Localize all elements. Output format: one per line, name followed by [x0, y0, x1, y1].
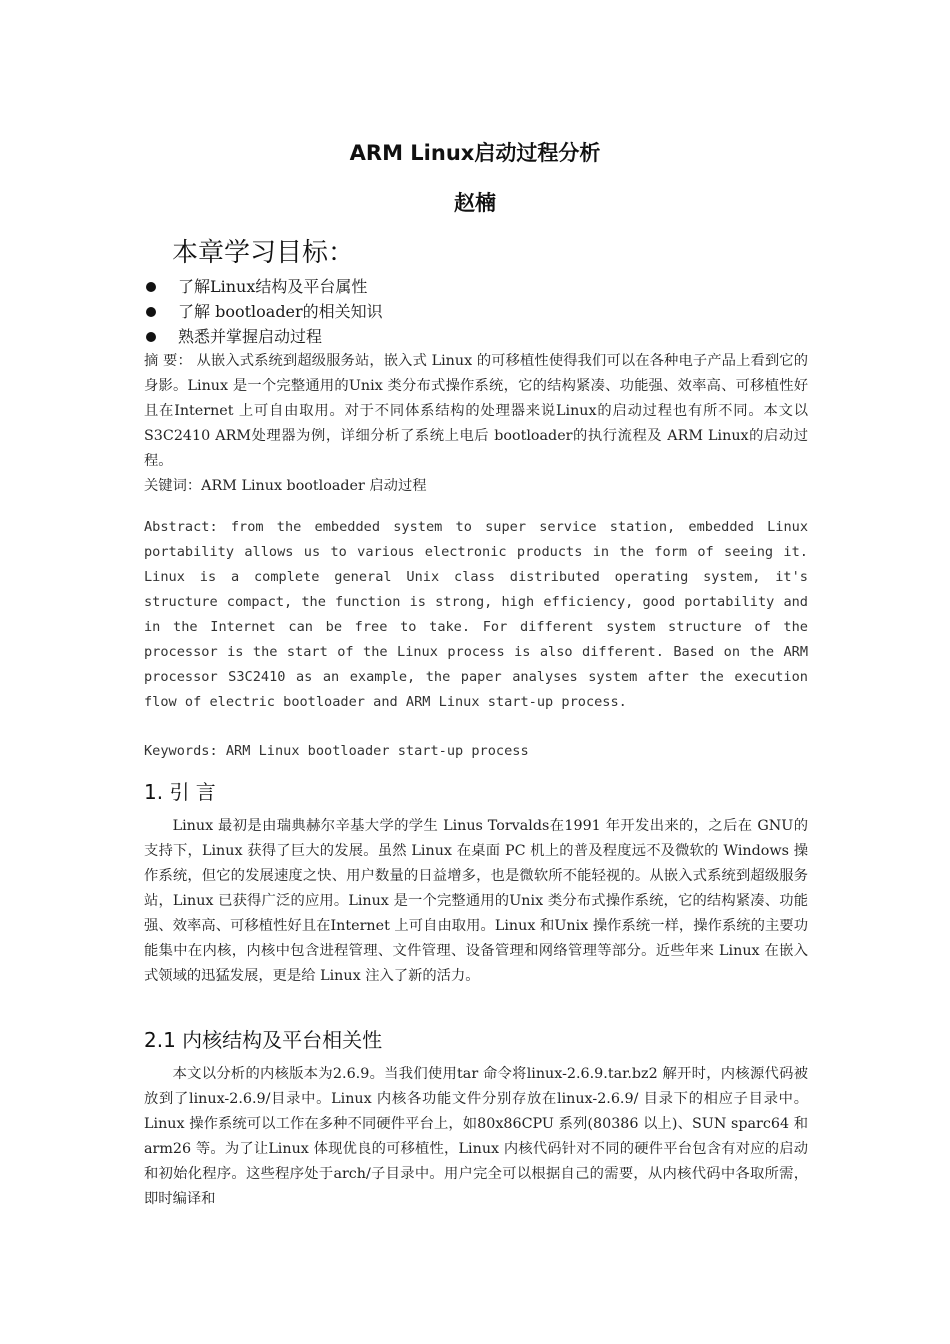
abstract-en-block	[144, 515, 808, 715]
abstract-cn-block	[144, 349, 808, 499]
keywords-en-block	[144, 739, 808, 764]
section-1-body-block	[144, 814, 808, 989]
goal-item: 了解Linux结构及平台属性	[144, 274, 383, 299]
abstract-cn: 摘 要： 从嵌入式系统到超级服务站，嵌入式 Linux 的可移植性使得我们可以在各种电子产品上看到它的身影。Linux 是一个完整通用的Unix 类分布式操作系统，它的结构紧凑、功能强、效率高、可移植性好且在Internet 上可自由取用。对于不同体系结构的处理器来说Linux的启动过程也有所不同。本文以S3C2410 ARM处理器为例，详细分析了系统上电后 bootloader的执行流程及 ARM Linux的启动过程。	[144, 353, 808, 469]
section-1-heading: 1. 引 言	[144, 780, 216, 804]
section-2-body-block	[144, 1062, 808, 1212]
goals-list	[144, 274, 383, 349]
bullet-icon	[146, 282, 156, 292]
section-2-body: 本文以分析的内核版本为2.6.9。当我们使用tar 命令将linux-2.6.9.tar.bz2 解开时，内核源代码被放到了linux-2.6.9/目录中。Linux 内核各功能文件分别存放在linux-2.6.9/ 目录下的相应子目录中。Linux 操作系统可以工作在多种不同硬件平台上，如80x86CPU 系列(80386 以上)、SUN sparc64 和arm26 等。为了让Linux 体现优良的可移植性，Linux 内核代码针对不同的硬件平台包含有对应的启动和初始化程序。这些程序处于arch/子目录中。用户完全可以根据自己的需要，从内核代码中各取所需，即时编译和	[144, 1066, 808, 1207]
goal-item: 了解 bootloader的相关知识	[144, 299, 383, 324]
keywords-en: Keywords: ARM Linux bootloader start-up process	[144, 743, 529, 759]
document-author: 赵楠	[454, 191, 496, 215]
bullet-icon	[146, 332, 156, 342]
document-title: ARM Linux启动过程分析	[349, 141, 601, 165]
goal-item: 熟悉并掌握启动过程	[144, 324, 383, 349]
section-1-body: Linux 最初是由瑞典赫尔辛基大学的学生 Linus Torvalds在1991 年开发出来的，之后在 GNU的支持下，Linux 获得了巨大的发展。虽然 Linux 在桌面 PC 机上的普及程度远不及微软的 Windows 操作系统，但它的发展速度之快、用户数量的日益增多，也是微软所不能轻视的。从嵌入式系统到超级服务站，Linux 已获得广泛的应用。Linux 是一个完整通用的Unix 类分布式操作系统，它的结构紧凑、功能强、效率高、可移植性好且在Internet 上可自由取用。Linux 和Unix 操作系统一样，操作系统的主要功能集中在内核，内核中包含进程管理、文件管理、设备管理和网络管理等部分。近些年来 Linux 在嵌入式领域的迅猛发展，更是给 Linux 注入了新的活力。	[144, 818, 808, 984]
abstract-en: Abstract: from the embedded system to super service station, embedded Linux portability allows us to various electronic products in the form of seeing it. Linux is a complete general Unix class distributed operating system, it's structure compact, the function is strong, high efficiency, good portability and in the Internet can be free to take. For different system structure of the processor is the start of the Linux process is also different. Based on the ARM processor S3C2410 as an example, the paper analyses system after the execution flow of electric bootloader and ARM Linux start-up process.	[144, 519, 808, 710]
keywords-cn: 关键词：ARM Linux bootloader 启动过程	[144, 478, 427, 494]
goals-heading: 本章学习目标：	[172, 238, 355, 268]
bullet-icon	[146, 307, 156, 317]
section-2-heading: 2.1 内核结构及平台相关性	[144, 1028, 383, 1052]
